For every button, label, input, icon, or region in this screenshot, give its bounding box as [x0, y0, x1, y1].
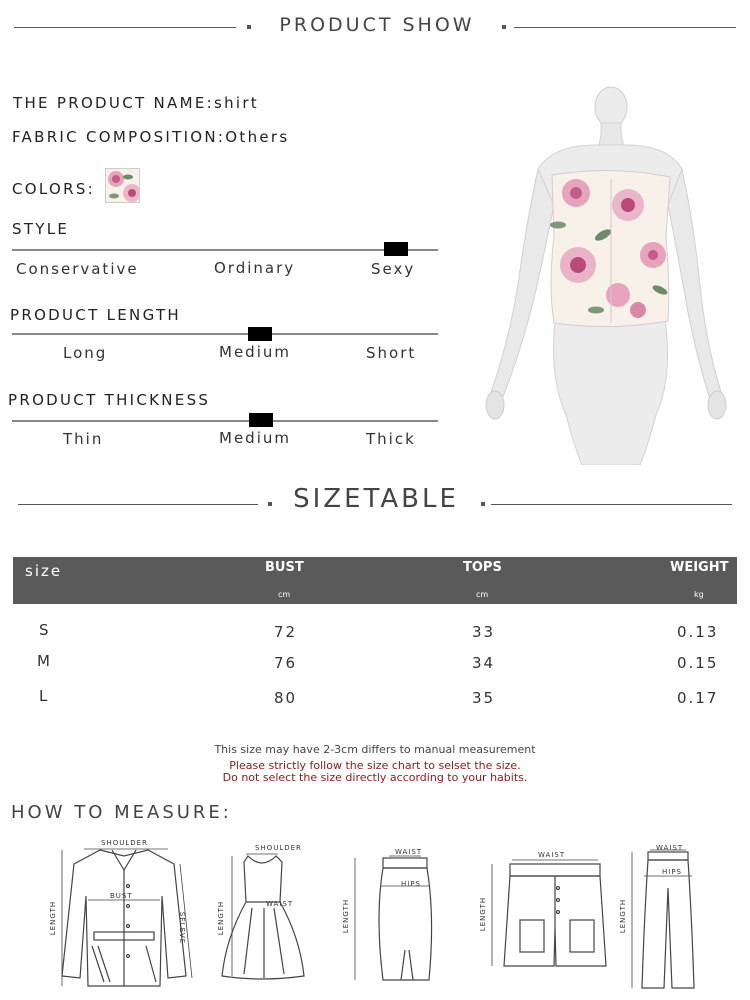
cell-size: M [37, 652, 52, 670]
size-table-header [13, 557, 737, 604]
style-option-ordinary: Ordinary [214, 259, 296, 277]
length-option-medium: Medium [219, 343, 291, 361]
length-label: PRODUCT LENGTH [10, 306, 181, 324]
cell-bust: 76 [274, 654, 298, 672]
flared-trousers-outline-icon [624, 842, 704, 992]
label-waist: WAIST [538, 851, 566, 859]
cell-weight: 0.13 [677, 623, 719, 641]
cell-weight: 0.15 [677, 654, 719, 672]
divider-dot [502, 25, 506, 29]
header-bust: BUST [265, 560, 304, 575]
shorts-outline-icon [478, 848, 610, 974]
header-tops-unit: cm [476, 590, 489, 599]
style-label: STYLE [12, 220, 70, 238]
style-scale-line [12, 249, 438, 251]
product-name-value: shirt [213, 94, 259, 112]
cell-bust: 72 [274, 623, 298, 641]
dress-measure-diagram [218, 842, 306, 982]
style-marker[interactable] [384, 242, 408, 256]
divider-left [18, 504, 258, 505]
cell-tops: 33 [472, 623, 496, 641]
divider-dot [481, 502, 485, 506]
thickness-scale-line [12, 420, 438, 422]
fabric-value: Others [225, 128, 290, 146]
product-name [13, 94, 259, 112]
label-shoulder: SHOULDER [101, 839, 148, 847]
pencil-skirt-outline-icon [345, 846, 445, 986]
header-weight: WEIGHT [670, 560, 729, 575]
divider-left [14, 27, 236, 28]
thickness-option-medium: Medium [219, 429, 291, 447]
header-weight-unit: kg [694, 590, 704, 599]
label-shoulder: SHOULDER [255, 844, 302, 852]
section-title-sizetable: SIZETABLE [293, 484, 459, 514]
color-swatch[interactable] [105, 168, 140, 203]
style-option-sexy: Sexy [371, 260, 416, 278]
length-option-short: Short [366, 344, 417, 362]
thickness-label: PRODUCT THICKNESS [8, 391, 211, 409]
header-size: size [25, 562, 63, 580]
note-follow-chart: Please strictly follow the size chart to selset the size. [229, 759, 521, 772]
note-measurement: This size may have 2-3cm differs to manual measurement [214, 743, 536, 756]
length-marker[interactable] [248, 327, 272, 341]
cell-tops: 34 [472, 654, 496, 672]
divider-dot [247, 25, 251, 29]
label-length: LENGTH [342, 898, 351, 934]
label-length: LENGTH [619, 898, 628, 934]
divider-right [491, 504, 732, 505]
fabric-label: FABRIC COMPOSITION: [12, 128, 226, 146]
length-option-long: Long [63, 344, 108, 362]
fabric-composition [12, 128, 290, 146]
header-bust-unit: cm [278, 590, 291, 599]
cell-size: S [39, 621, 51, 639]
label-waist: WAIST [656, 844, 684, 852]
thickness-option-thick: Thick [366, 430, 416, 448]
label-bust: BUST [110, 892, 133, 900]
section-title-product-show: PRODUCT SHOW [279, 14, 475, 36]
label-length: LENGTH [217, 900, 226, 936]
cell-size: L [39, 687, 50, 705]
section-title-how-to-measure: HOW TO MEASURE: [11, 802, 232, 823]
cell-tops: 35 [472, 689, 496, 707]
label-waist: WAIST [266, 900, 294, 908]
label-selve: SELEVE [178, 911, 187, 945]
mannequin-floral-top-image [478, 85, 740, 465]
shorts-measure-diagram [478, 848, 610, 974]
dress-outline-icon [218, 842, 306, 982]
length-scale-line [12, 333, 438, 335]
product-photo [478, 85, 740, 465]
style-option-conservative: Conservative [16, 260, 139, 278]
floral-swatch-icon [106, 169, 140, 203]
header-tops: TOPS [463, 560, 502, 575]
skirt-measure-diagram [342, 846, 445, 986]
divider-dot [268, 502, 272, 506]
label-hips: HIPS [662, 868, 682, 876]
note-habits: Do not select the size directly according to your habits. [222, 771, 528, 784]
divider-right [514, 27, 736, 28]
product-name-label: THE PRODUCT NAME: [13, 94, 214, 112]
label-length: LENGTH [479, 896, 488, 932]
cell-bust: 80 [274, 689, 298, 707]
colors-label: COLORS: [12, 180, 96, 198]
jacket-measure-diagram [48, 836, 200, 992]
label-length: LENGTH [49, 900, 58, 936]
trousers-measure-diagram [619, 842, 704, 992]
label-hips: HIPS [401, 880, 421, 888]
thickness-marker[interactable] [249, 413, 273, 427]
jacket-outline-icon [48, 836, 200, 992]
label-waist: WAIST [395, 848, 423, 856]
thickness-option-thin: Thin [63, 430, 104, 448]
cell-weight: 0.17 [677, 689, 719, 707]
